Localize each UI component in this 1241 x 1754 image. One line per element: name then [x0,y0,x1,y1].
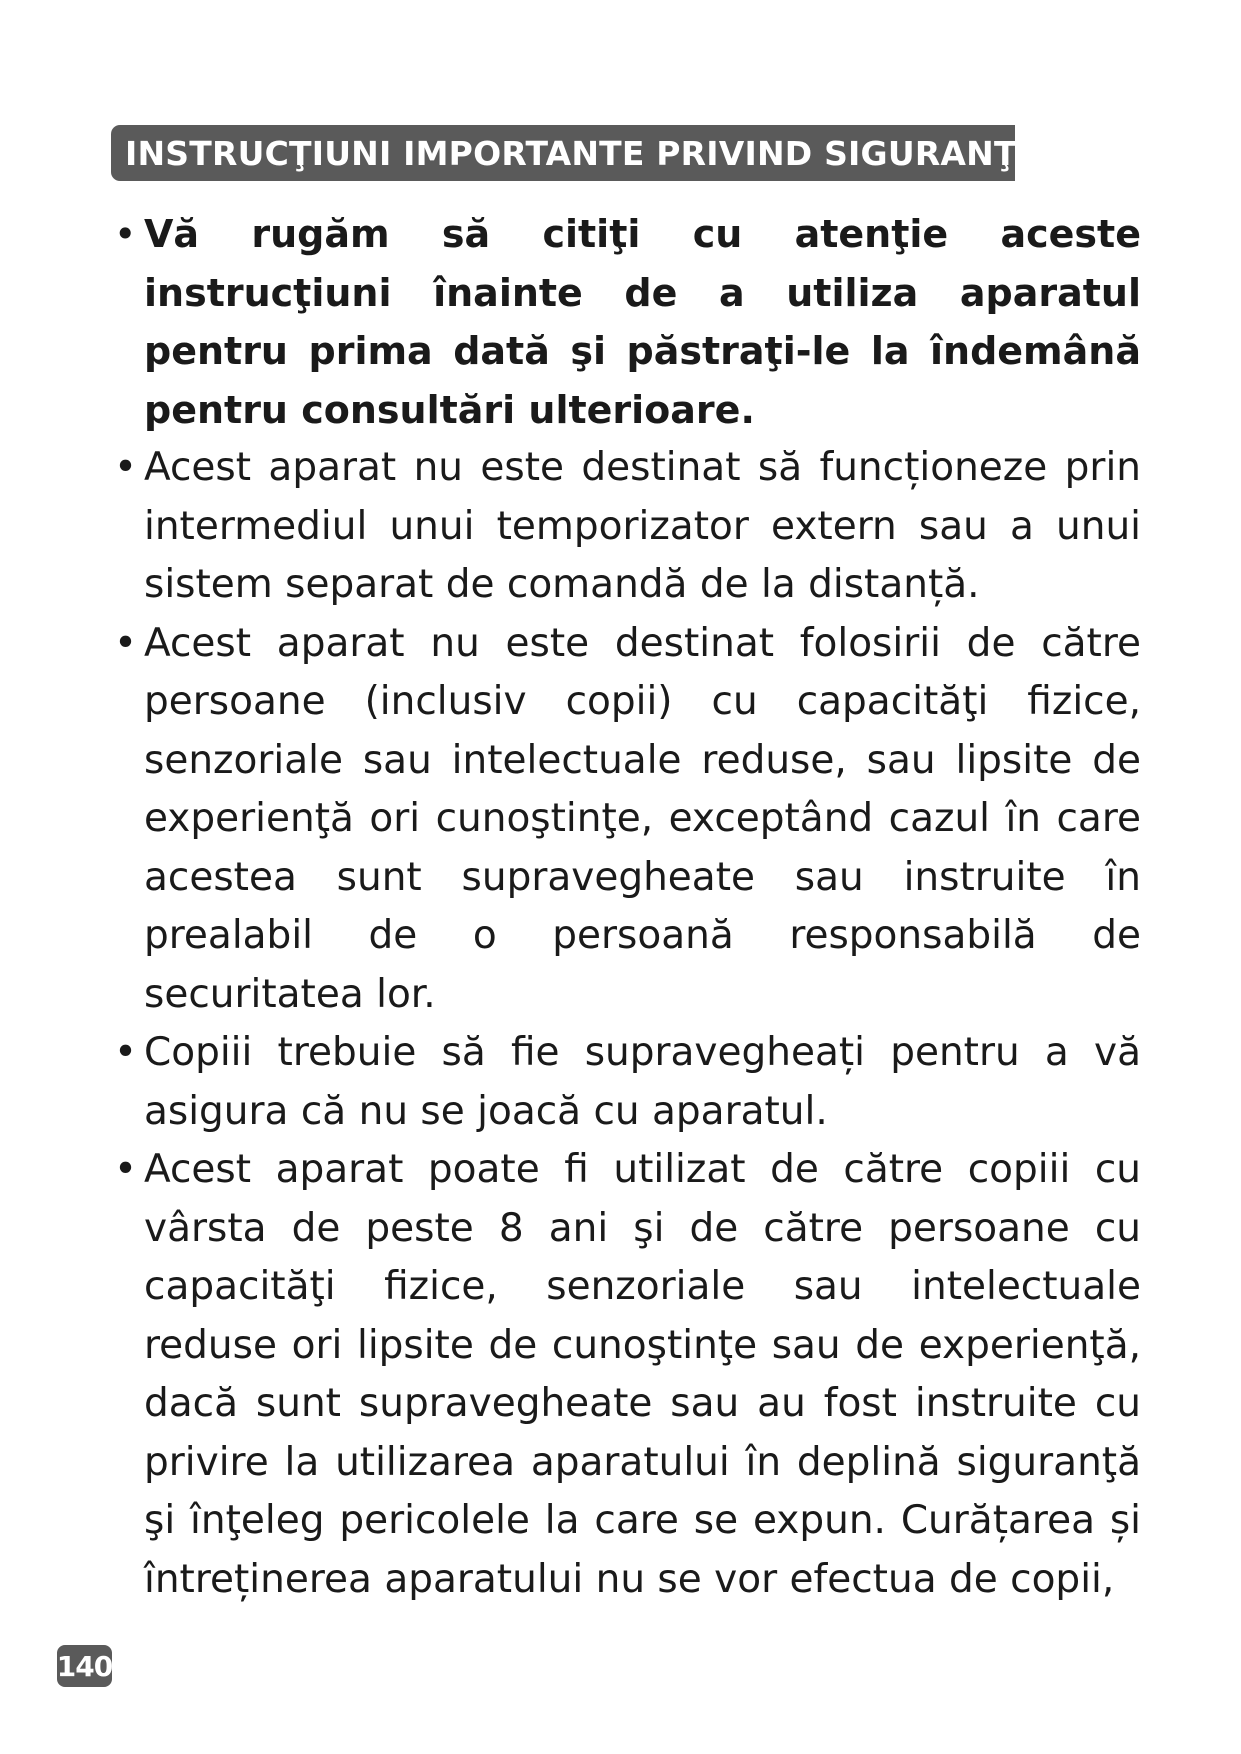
list-item [114,205,1141,439]
list-item-text: Copiii trebuie să fie supravegheați pentru a vă asigura că nu se joacă cu aparatul. [144,1030,1141,1134]
safety-instructions-list [114,205,1141,1609]
safety-content [114,205,1141,1609]
list-item [114,615,1141,1025]
bullet-icon: • [114,445,138,490]
list-item-text: Vă rugăm să citiţi cu atenţie aceste instrucţiuni înainte de a utiliza aparatul pentru prima dată şi păstraţi-le la îndemână pentru consultări ulterioare. [144,212,1141,432]
list-item-text: Acest aparat nu este destinat să funcționeze prin intermediul unui temporizator extern sau a unui sistem separat de comandă de la distanță. [144,445,1141,607]
bullet-icon: • [114,212,137,256]
bullet-icon: • [114,1030,138,1075]
list-item [114,1141,1141,1609]
list-item [114,1024,1141,1141]
list-item-text: Acest aparat poate fi utilizat de către copiii cu vârsta de peste 8 ani şi de către persoane cu capacităţi fizice, senzoriale sau intelectuale reduse ori lipsite de cunoştinţe sau de experienţă, dacă sunt supravegheate sau au fost instruite cu privire la utilizarea aparatului în deplină siguranţă şi înţeleg pericolele la care se expun. Curățarea și întreținerea aparatului nu se vor efectua de copii, [144,1147,1141,1602]
list-item [114,439,1141,615]
section-header [111,125,1043,181]
section-title: INSTRUCŢIUNI IMPORTANTE PRIVIND SIGURANŢA [125,133,1043,173]
bullet-icon: • [114,1147,138,1192]
list-item-text: Acest aparat nu este destinat folosirii de către persoane (inclusiv copii) cu capacităţi fizice, senzoriale sau intelectuale reduse, sau lipsite de experienţă ori cunoştinţe, exceptând cazul în care acestea sunt supravegheate sau instruite în prealabil de o persoană responsabilă de securitatea lor. [144,620,1141,1017]
bullet-icon: • [114,620,138,666]
page-number-badge: 140 [57,1645,112,1687]
